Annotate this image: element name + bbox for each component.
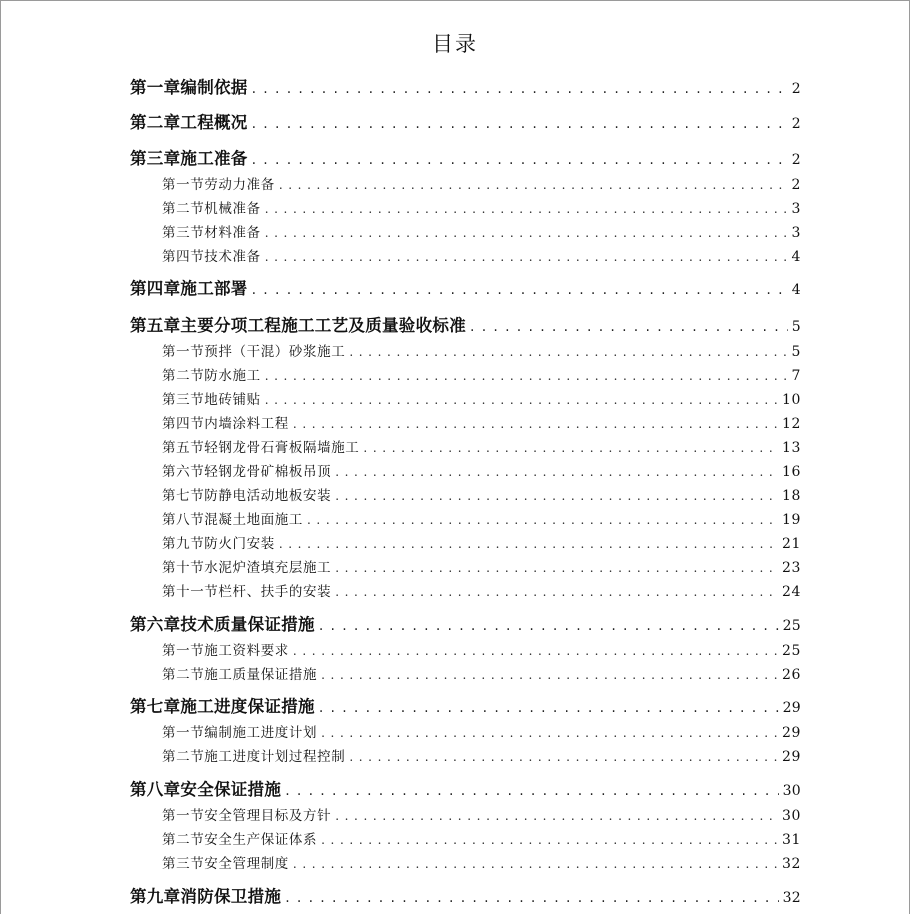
dot-leader [363, 441, 778, 455]
toc-entry-label: 第五节轻钢龙骨石膏板隔墙施工 [162, 440, 360, 456]
toc-entry-label: 第七节防静电活动地板安装 [162, 488, 332, 504]
toc-page-number: 29 [782, 700, 801, 716]
dot-leader [307, 513, 778, 527]
toc-section-entry[interactable] [162, 745, 801, 765]
toc-section-entry[interactable] [162, 364, 801, 384]
toc-section-entry[interactable] [162, 580, 801, 600]
toc-entry-label: 第四节技术准备 [162, 249, 261, 265]
toc-page-number: 5 [791, 319, 801, 335]
dot-leader [279, 537, 778, 551]
dot-leader [319, 618, 779, 634]
toc-entry-label: 第九章消防保卫措施 [130, 887, 282, 906]
toc-entry-label: 第一节施工资料要求 [162, 643, 289, 659]
toc-page-number: 32 [782, 890, 801, 906]
toc-page-number: 2 [791, 177, 801, 193]
toc-page-number: 25 [782, 618, 801, 634]
toc-entry-label: 第二节安全生产保证体系 [162, 832, 318, 848]
toc-entry-label: 第五章主要分项工程施工工艺及质量验收标准 [130, 316, 466, 335]
toc-entry-label: 第二节机械准备 [162, 201, 261, 217]
toc-page-number: 2 [791, 81, 801, 97]
toc-page-number: 30 [782, 783, 801, 799]
toc-section-entry[interactable] [162, 460, 801, 480]
dot-leader [321, 668, 778, 682]
toc-section-entry[interactable] [162, 412, 801, 432]
dot-leader [265, 250, 788, 264]
dot-leader [252, 152, 788, 168]
toc-chapter-entry[interactable] [130, 74, 801, 98]
dot-leader [293, 644, 778, 658]
toc-page-number: 13 [781, 440, 801, 456]
toc-section-entry[interactable] [162, 721, 801, 741]
toc-page-number: 3 [791, 225, 801, 241]
dot-leader [265, 393, 778, 407]
dot-leader [252, 116, 788, 132]
toc-page-number: 25 [781, 643, 801, 659]
dot-leader [285, 783, 778, 799]
toc-entry-label: 第二节施工进度计划过程控制 [162, 749, 346, 765]
toc-entry-label: 第一节预拌（干混）砂浆施工 [162, 344, 346, 360]
dot-leader [349, 345, 787, 359]
toc-section-entry[interactable] [162, 639, 801, 659]
toc-page-number: 32 [781, 856, 801, 872]
toc-entry-label: 第三章施工准备 [130, 149, 248, 168]
page-title: 目录 [432, 32, 478, 56]
toc-page-number: 24 [781, 584, 801, 600]
dot-leader [279, 178, 788, 192]
dot-leader [335, 561, 778, 575]
toc-section-entry[interactable] [162, 852, 801, 872]
dot-leader [319, 700, 779, 716]
toc-page-number: 19 [781, 512, 801, 528]
toc-entry-label: 第一节编制施工进度计划 [162, 725, 318, 741]
toc-page-number: 18 [781, 488, 801, 504]
toc-chapter-entry[interactable] [130, 275, 801, 299]
toc-entry-label: 第四节内墙涂料工程 [162, 416, 289, 432]
toc-chapter-entry[interactable] [130, 693, 801, 717]
toc-entry-label: 第二节施工质量保证措施 [162, 667, 318, 683]
toc-section-entry[interactable] [162, 804, 801, 824]
dot-leader [349, 750, 778, 764]
toc-section-entry[interactable] [162, 828, 801, 848]
toc-section-entry[interactable] [162, 484, 801, 504]
toc-entry-label: 第八章安全保证措施 [130, 780, 282, 799]
toc-page-number: 2 [791, 152, 801, 168]
toc-section-entry[interactable] [162, 173, 801, 193]
toc-page-number: 3 [791, 201, 801, 217]
toc-entry-label: 第三节地砖铺贴 [162, 392, 261, 408]
toc-page-number: 2 [791, 116, 801, 132]
toc-entry-label: 第十节水泥炉渣填充层施工 [162, 560, 332, 576]
toc-entry-label: 第九节防火门安装 [162, 536, 275, 552]
toc-page-number: 26 [781, 667, 801, 683]
toc-section-entry[interactable] [162, 221, 801, 241]
toc-chapter-entry[interactable] [130, 611, 801, 635]
dot-leader [321, 726, 778, 740]
toc-entry-label: 第四章施工部署 [130, 279, 248, 298]
dot-leader [265, 369, 788, 383]
toc-entry-label: 第六章技术质量保证措施 [130, 615, 315, 634]
toc-entry-label: 第七章施工进度保证措施 [130, 697, 315, 716]
toc-entry-label: 第八节混凝土地面施工 [162, 512, 303, 528]
toc-chapter-entry[interactable] [130, 109, 801, 133]
toc-entry-label: 第一节劳动力准备 [162, 177, 275, 193]
toc-section-entry[interactable] [162, 532, 801, 552]
toc-page-number: 21 [781, 536, 801, 552]
toc-page-number: 29 [781, 749, 801, 765]
dot-leader [470, 319, 788, 335]
toc-entry-label: 第二节防水施工 [162, 368, 261, 384]
toc-section-entry[interactable] [162, 436, 801, 456]
dot-leader [335, 809, 778, 823]
toc-section-entry[interactable] [162, 556, 801, 576]
toc-entry-label: 第一节安全管理目标及方针 [162, 808, 332, 824]
toc-page-number: 7 [791, 368, 801, 384]
toc-section-entry[interactable] [162, 197, 801, 217]
toc-chapter-entry[interactable] [130, 776, 801, 800]
toc-page-number: 10 [781, 392, 801, 408]
toc-page-number: 4 [791, 282, 801, 298]
dot-leader [293, 857, 778, 871]
toc-page-number: 12 [781, 416, 801, 432]
toc-entry-label: 第三节安全管理制度 [162, 856, 289, 872]
toc-chapter-entry[interactable] [130, 883, 801, 907]
toc-entry-label: 第二章工程概况 [130, 113, 248, 132]
dot-leader [265, 226, 788, 240]
dot-leader [252, 282, 788, 298]
dot-leader [265, 202, 788, 216]
toc-entry-label: 第六节轻钢龙骨矿棉板吊顶 [162, 464, 332, 480]
toc-page-number: 23 [781, 560, 801, 576]
toc-chapter-entry[interactable] [130, 145, 801, 169]
toc-chapter-entry[interactable] [130, 312, 801, 336]
toc-page-number: 4 [791, 249, 801, 265]
toc-page-number: 30 [781, 808, 801, 824]
toc-page-number: 5 [791, 344, 801, 360]
toc-section-entry[interactable] [162, 388, 801, 408]
dot-leader [285, 890, 778, 906]
toc-entry-label: 第十一节栏杆、扶手的安装 [162, 584, 332, 600]
toc-page-number: 31 [781, 832, 801, 848]
toc-entry-label: 第三节材料准备 [162, 225, 261, 241]
dot-leader [335, 489, 778, 503]
dot-leader [293, 417, 778, 431]
toc-section-entry[interactable] [162, 663, 801, 683]
dot-leader [335, 585, 778, 599]
dot-leader [252, 81, 788, 97]
toc-section-entry[interactable] [162, 340, 801, 360]
toc-page-number: 16 [781, 464, 801, 480]
toc-section-entry[interactable] [162, 508, 801, 528]
toc-entry-label: 第一章编制依据 [130, 78, 248, 97]
toc-page-number: 29 [781, 725, 801, 741]
toc-section-entry[interactable] [162, 245, 801, 265]
dot-leader [335, 465, 778, 479]
dot-leader [321, 833, 778, 847]
